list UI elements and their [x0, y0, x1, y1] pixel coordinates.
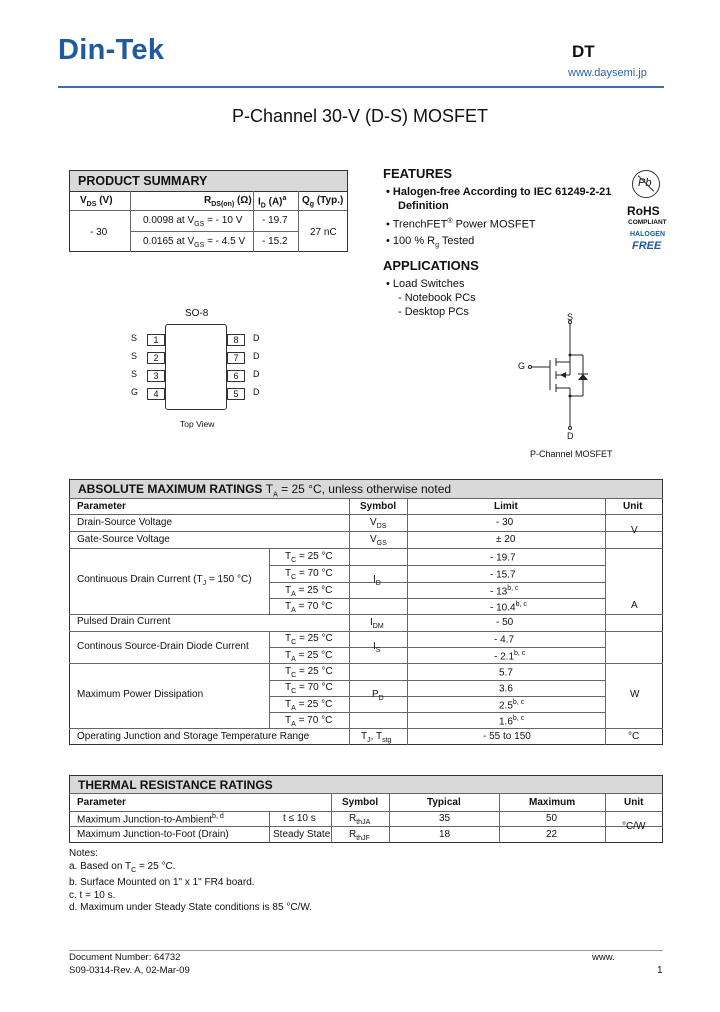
param-source-drain-diode-current: Continous Source-Drain Diode Current	[77, 641, 249, 652]
pin-label-left-2: S	[131, 351, 138, 361]
rds-row-1: 0.0098 at $V_{GS}$ = - 10 V	[143, 215, 243, 228]
mpd-condition-2: $T_C = 70$ °C	[285, 682, 333, 695]
pin-label-left-3: S	[131, 369, 138, 379]
mpd-limit-1: 5.7	[499, 667, 513, 679]
param-continuous-drain-current: Continuous Drain Current ($T_J = 150$ °C)	[77, 574, 252, 587]
cdc-limit-3: - 13$^{b, c}$	[490, 585, 519, 598]
pin-label-right-2: D	[253, 351, 260, 361]
feature-item-3: • 100 % $R_g$ Tested	[386, 234, 475, 249]
app-item-3: - Desktop PCs	[398, 306, 469, 318]
sym-rthja: $R_{thJA}$	[349, 813, 371, 826]
param-operating-temperature: Operating Junction and Storage Temperature Range	[77, 731, 310, 742]
thermal-col-parameter: Parameter	[77, 797, 126, 808]
mpd-condition-4: $T_A = 70$ °C	[285, 715, 333, 728]
pin-number-left-3: 3	[147, 370, 165, 382]
package-body	[165, 324, 227, 410]
mpd-condition-3: $T_A = 25$ °C	[285, 699, 333, 712]
package-name: SO-8	[185, 308, 209, 319]
cond-steady-state: Steady State	[273, 829, 331, 840]
vds-value: - 30	[90, 227, 108, 238]
note-c: c. t = 10 s.	[69, 889, 116, 901]
applications-list	[386, 277, 476, 319]
rohs-badge: RoHS	[627, 204, 660, 218]
col-rds: $R_{DS(on)}$ (Ω)	[204, 195, 252, 208]
mpd-condition-1: $T_C = 25$ °C	[285, 666, 333, 679]
typ-rthja: 35	[439, 813, 451, 824]
symbol-gate-label: G	[518, 361, 526, 371]
note-b: b. Surface Mounted on 1" x 1" FR4 board.	[69, 877, 255, 888]
pin-number-left-1: 1	[147, 334, 165, 346]
pin-number-left-2: 2	[147, 352, 165, 364]
pin-label-right-4: D	[253, 387, 260, 397]
limit-vds: - 30	[496, 517, 514, 528]
param-junction-to-foot: Maximum Junction-to-Foot (Drain)	[77, 829, 229, 840]
abs-max-heading: ABSOLUTE MAXIMUM RATINGS $T_A = 25$ °C, unless otherwise noted	[70, 480, 662, 499]
thermal-heading: THERMAL RESISTANCE RATINGS	[70, 776, 662, 794]
pin-number-right-2: 7	[227, 352, 245, 364]
footer-www[interactable]: www.	[592, 952, 615, 963]
cdc-condition-1: $T_C = 25$ °C	[285, 551, 333, 564]
pin-number-right-3: 6	[227, 370, 245, 382]
pin-number-left-4: 4	[147, 388, 165, 400]
website-link[interactable]: www.daysemi.jp	[568, 67, 647, 79]
pin-number-right-4: 5	[227, 388, 245, 400]
document-number: Document Number: 64732	[69, 952, 181, 963]
pin-label-left-1: S	[131, 333, 138, 343]
part-code: DT	[572, 42, 595, 61]
sym-rthjf: $R_{thJF}$	[349, 829, 370, 842]
sym-id: $I_D$	[373, 574, 381, 587]
symbol-drain-label: D	[567, 431, 574, 441]
max-rthja: 50	[546, 813, 558, 824]
limit-idm: - 50	[496, 617, 514, 628]
abs-col-symbol: Symbol	[360, 501, 397, 512]
id-row-2: - 15.2	[262, 236, 288, 247]
qg-value: 27 nC	[310, 227, 337, 238]
page-number: 1	[657, 965, 663, 976]
sym-is: $I_S$	[373, 641, 381, 654]
cdc-limit-2: - 15.7	[490, 569, 516, 581]
param-max-power-dissipation: Maximum Power Dissipation	[77, 689, 204, 700]
product-summary-heading: PRODUCT SUMMARY	[70, 171, 347, 191]
note-d: d. Maximum under Steady State conditions is 85 °C/W.	[69, 902, 312, 913]
pin-label-right-3: D	[253, 369, 260, 379]
halogen-free-label: FREE	[632, 240, 662, 252]
limit-temperature: - 55 to 150	[483, 731, 531, 742]
cdc-limit-4: - 10.4$^{b, c}$	[490, 601, 527, 614]
applications-heading: APPLICATIONS	[383, 258, 479, 273]
csd-condition-2: $T_A = 25$ °C	[285, 650, 333, 663]
mpd-limit-4: 1.6$^{b, c}$	[499, 715, 525, 728]
typ-rthjf: 18	[439, 829, 451, 840]
sym-vgs: $V_{GS}$	[370, 534, 387, 547]
halogen-label: HALOGEN	[630, 231, 665, 238]
cdc-limit-1: - 19.7	[490, 552, 516, 564]
csd-limit-2: - 2.1$^{b, c}$	[494, 650, 526, 663]
cond-t-le-10s: t ≤ 10 s	[283, 813, 316, 824]
sym-vds: $V_{DS}$	[370, 517, 387, 530]
mpd-limit-2: 3.6	[499, 683, 513, 695]
product-summary-table	[69, 170, 348, 252]
csd-condition-1: $T_C = 25$ °C	[285, 633, 333, 646]
rds-row-2: 0.0165 at $V_{GS}$ = - 4.5 V	[143, 236, 246, 249]
id-row-1: - 19.7	[262, 215, 288, 226]
cdc-condition-2: $T_C = 70$ °C	[285, 568, 333, 581]
thermal-col-maximum: Maximum	[529, 797, 576, 808]
notes-block	[69, 848, 312, 915]
unit-volts: V	[631, 525, 638, 536]
abs-col-parameter: Parameter	[77, 501, 126, 512]
csd-limit-1: - 4.7	[494, 634, 515, 646]
abs-col-limit: Limit	[494, 501, 518, 512]
param-drain-source-voltage: Drain-Source Voltage	[77, 517, 173, 528]
pin-label-left-4: G	[131, 387, 139, 397]
feature-item-1-cont: Definition	[398, 200, 449, 212]
max-rthjf: 22	[546, 829, 558, 840]
header-rule	[58, 86, 664, 88]
mpd-limit-3: 2.5$^{b, c}$	[499, 699, 525, 712]
thermal-col-unit: Unit	[624, 797, 644, 808]
unit-c-per-w: °C/W	[622, 821, 646, 832]
note-a: a. Based on $T_C = 25$ °C.	[69, 860, 176, 874]
unit-amps: A	[631, 600, 638, 611]
pb-free-icon: Pb	[632, 170, 660, 198]
col-vds: $V_{DS}$ (V)	[80, 195, 113, 208]
cdc-condition-4: $T_A = 70$ °C	[285, 601, 333, 614]
limit-vgs: ± 20	[496, 534, 516, 545]
revision: S09-0314-Rev. A, 02-Mar-09	[69, 965, 190, 976]
app-item-1: • Load Switches	[386, 278, 465, 290]
features-list	[386, 185, 626, 253]
unit-celsius: °C	[628, 731, 640, 742]
pin-number-right-1: 8	[227, 334, 245, 346]
symbol-source-label: S	[567, 312, 574, 322]
notes-heading: Notes:	[69, 848, 98, 859]
feature-item-2: • TrenchFET® Power MOSFET	[386, 218, 536, 231]
abs-col-unit: Unit	[623, 501, 643, 512]
page-title: P-Channel 30-V (D-S) MOSFET	[231, 106, 489, 126]
rohs-compliant: COMPLIANT	[628, 219, 667, 226]
sym-pd: $P_D$	[372, 689, 384, 702]
features-heading: FEATURES	[383, 166, 453, 181]
col-qg: $Q_g$ (Typ.)	[302, 195, 344, 208]
package-view: Top View	[180, 419, 215, 429]
col-id: $I_D$ $(A)^a$	[258, 195, 287, 210]
app-item-2: - Notebook PCs	[398, 292, 476, 304]
unit-watts: W	[630, 689, 640, 700]
pin-label-right-1: D	[253, 333, 260, 343]
sym-idm: $I_{DM}$	[370, 617, 384, 630]
cdc-condition-3: $T_A = 25$ °C	[285, 585, 333, 598]
footer-rule	[69, 950, 663, 951]
thermal-col-symbol: Symbol	[342, 797, 379, 808]
feature-item-1: • Halogen-free According to IEC 61249-2-21	[386, 186, 612, 198]
param-gate-source-voltage: Gate-Source Voltage	[77, 534, 170, 545]
symbol-caption: P-Channel MOSFET	[530, 449, 613, 459]
thermal-col-typical: Typical	[427, 797, 461, 808]
sym-tj-tstg: $T_J$, $T_{stg}$	[361, 731, 392, 744]
p-channel-mosfet-symbol	[510, 310, 610, 445]
company-logo: Din-Tek	[58, 34, 165, 66]
param-pulsed-drain-current: Pulsed Drain Current	[77, 616, 171, 627]
param-junction-to-ambient: Maximum Junction-to-Ambient$^{b, d}$	[77, 813, 224, 826]
